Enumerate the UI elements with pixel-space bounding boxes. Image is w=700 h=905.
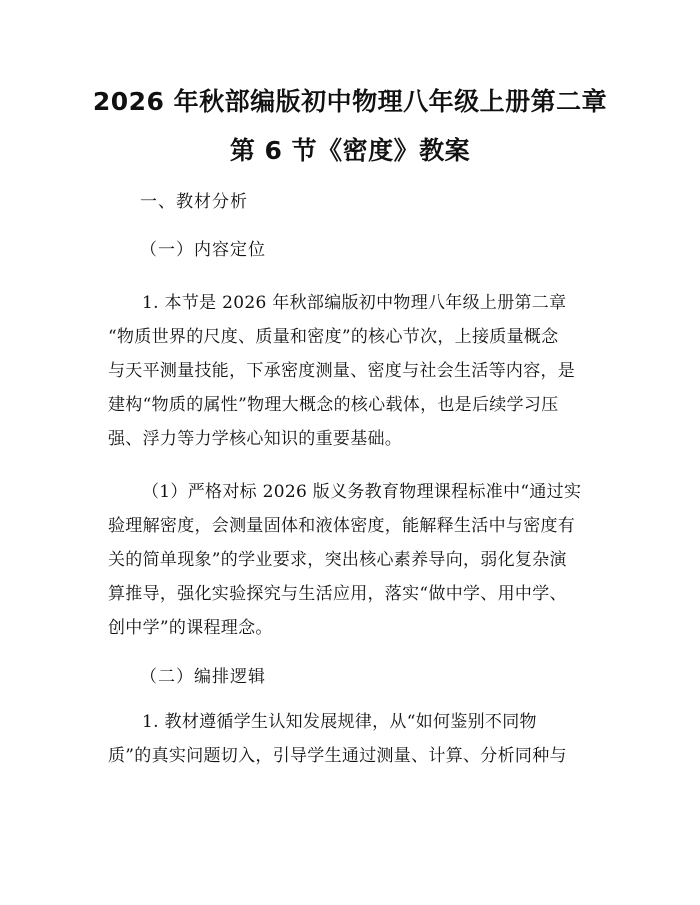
paragraph-line: 算推导，强化实验探究与生活应用，落实“做中学、用中学、 [108, 584, 567, 604]
paragraph-line: 1. 教材遵循学生认知发展规律，从“如何鉴别不同物 [142, 712, 537, 732]
document-title-line-2: 第 6 节《密度》教案 [229, 136, 471, 165]
paragraph-line: （1）严格对标 2026 版义务教育物理课程标准中“通过实 [142, 482, 582, 502]
paragraph-content-positioning [108, 286, 600, 456]
paragraph-line: 关的简单现象”的学业要求，突出核心素养导向，弱化复杂演 [108, 550, 567, 570]
paragraph-line: 质”的真实问题切入，引导学生通过测量、计算、分析同种与 [108, 746, 567, 766]
paragraph-line: 强、浮力等力学核心知识的重要基础。 [108, 429, 403, 449]
subsection-heading-content-positioning: （一）内容定位 [140, 240, 266, 260]
paragraph-line: 建构“物质的属性”物理大概念的核心载体，也是后续学习压 [108, 395, 559, 415]
subsection-heading-arrangement-logic: （二）编排逻辑 [140, 667, 266, 687]
paragraph-line: 与天平测量技能，下承密度测量、密度与社会生活等内容，是 [108, 361, 576, 381]
paragraph-line: 1. 本节是 2026 年秋部编版初中物理八年级上册第二章 [142, 293, 567, 313]
section-heading-textbook-analysis: 一、教材分析 [140, 192, 248, 212]
paragraph-line: 验理解密度，会测量固体和液体密度，能解释生活中与密度有 [108, 516, 576, 536]
paragraph-line: “物质世界的尺度、质量和密度”的核心节次，上接质量概念 [108, 327, 559, 347]
document-title-line-1: 2026 年秋部编版初中物理八年级上册第二章 [92, 87, 608, 116]
paragraph-curriculum-standard [108, 475, 600, 645]
paragraph-arrangement-logic [108, 705, 600, 773]
paragraph-line: 创中学”的课程理念。 [108, 618, 273, 638]
